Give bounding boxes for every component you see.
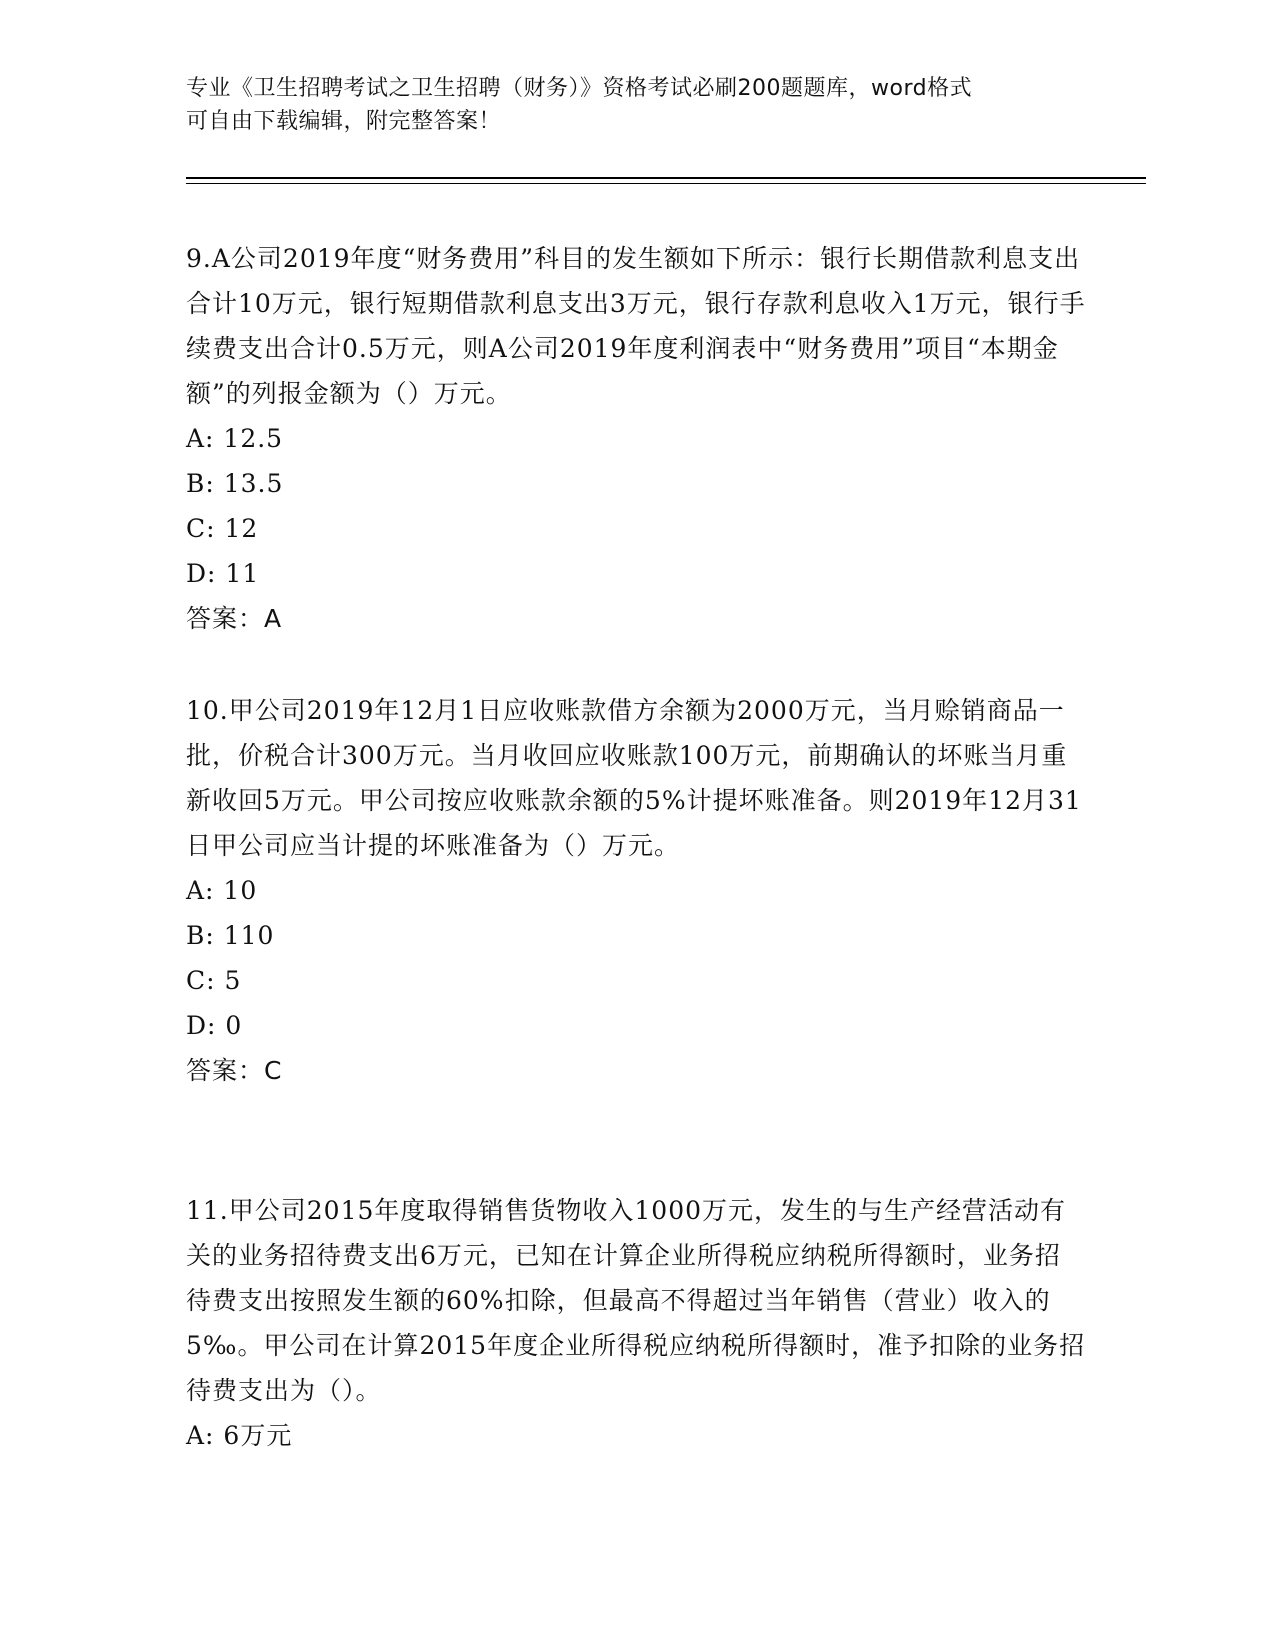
question-text: 9.A公司2019年度“财务费用”科目的发生额如下所示：银行长期借款利息支出合计10万元，银行短期借款利息支出3万元，银行存款利息收入1万元，银行手续费支出合计0.5万元，则A公司2019年度利润表中“财务费用”项目“本期金额”的列报金额为（）万元。 <box>186 244 1086 408</box>
question-text: 10.甲公司2019年12月1日应收账款借方余额为2000万元，当月赊销商品一批，价税合计300万元。当月收回应收账款100万元，前期确认的坏账当月重新收回5万元。甲公司按应收账款余额的5%计提坏账准备。则2019年12月31日甲公司应当计提的坏账准备为（）万元。 <box>186 696 1082 860</box>
question-block-10 <box>186 688 1086 1093</box>
header-rule-thick <box>186 177 1146 179</box>
question-block-9 <box>186 236 1086 641</box>
header-title-line-1: 专业《卫生招聘考试之卫生招聘（财务）》资格考试必刷200题题库，word格式 <box>186 76 973 101</box>
option-a: A: 12.5 <box>186 424 284 453</box>
option-a: A: 10 <box>186 876 258 905</box>
question-text: 11.甲公司2015年度取得销售货物收入1000万元，发生的与生产经营活动有关的业务招待费支出6万元，已知在计算企业所得税应纳税所得额时，业务招待费支出按照发生额的60%扣除，但最高不得超过当年销售（营业）收入的5‰。甲公司在计算2015年度企业所得税应纳税所得额时，准予扣除的业务招待费支出为（）。 <box>186 1196 1086 1405</box>
option-b: B: 13.5 <box>186 469 284 498</box>
option-d: D: 0 <box>186 1011 243 1040</box>
option-a: A: 6万元 <box>186 1421 293 1450</box>
question-block-11 <box>186 1188 1086 1458</box>
option-c: C: 12 <box>186 514 259 543</box>
option-d: D: 11 <box>186 559 260 588</box>
option-c: C: 5 <box>186 966 242 995</box>
header-title-line-2: 可自由下载编辑，附完整答案！ <box>186 109 502 134</box>
document-header <box>186 72 1086 138</box>
option-b: B: 110 <box>186 921 275 950</box>
answer-line: 答案：A <box>186 604 283 633</box>
answer-line: 答案：C <box>186 1056 283 1085</box>
header-rule-thin <box>186 183 1146 184</box>
